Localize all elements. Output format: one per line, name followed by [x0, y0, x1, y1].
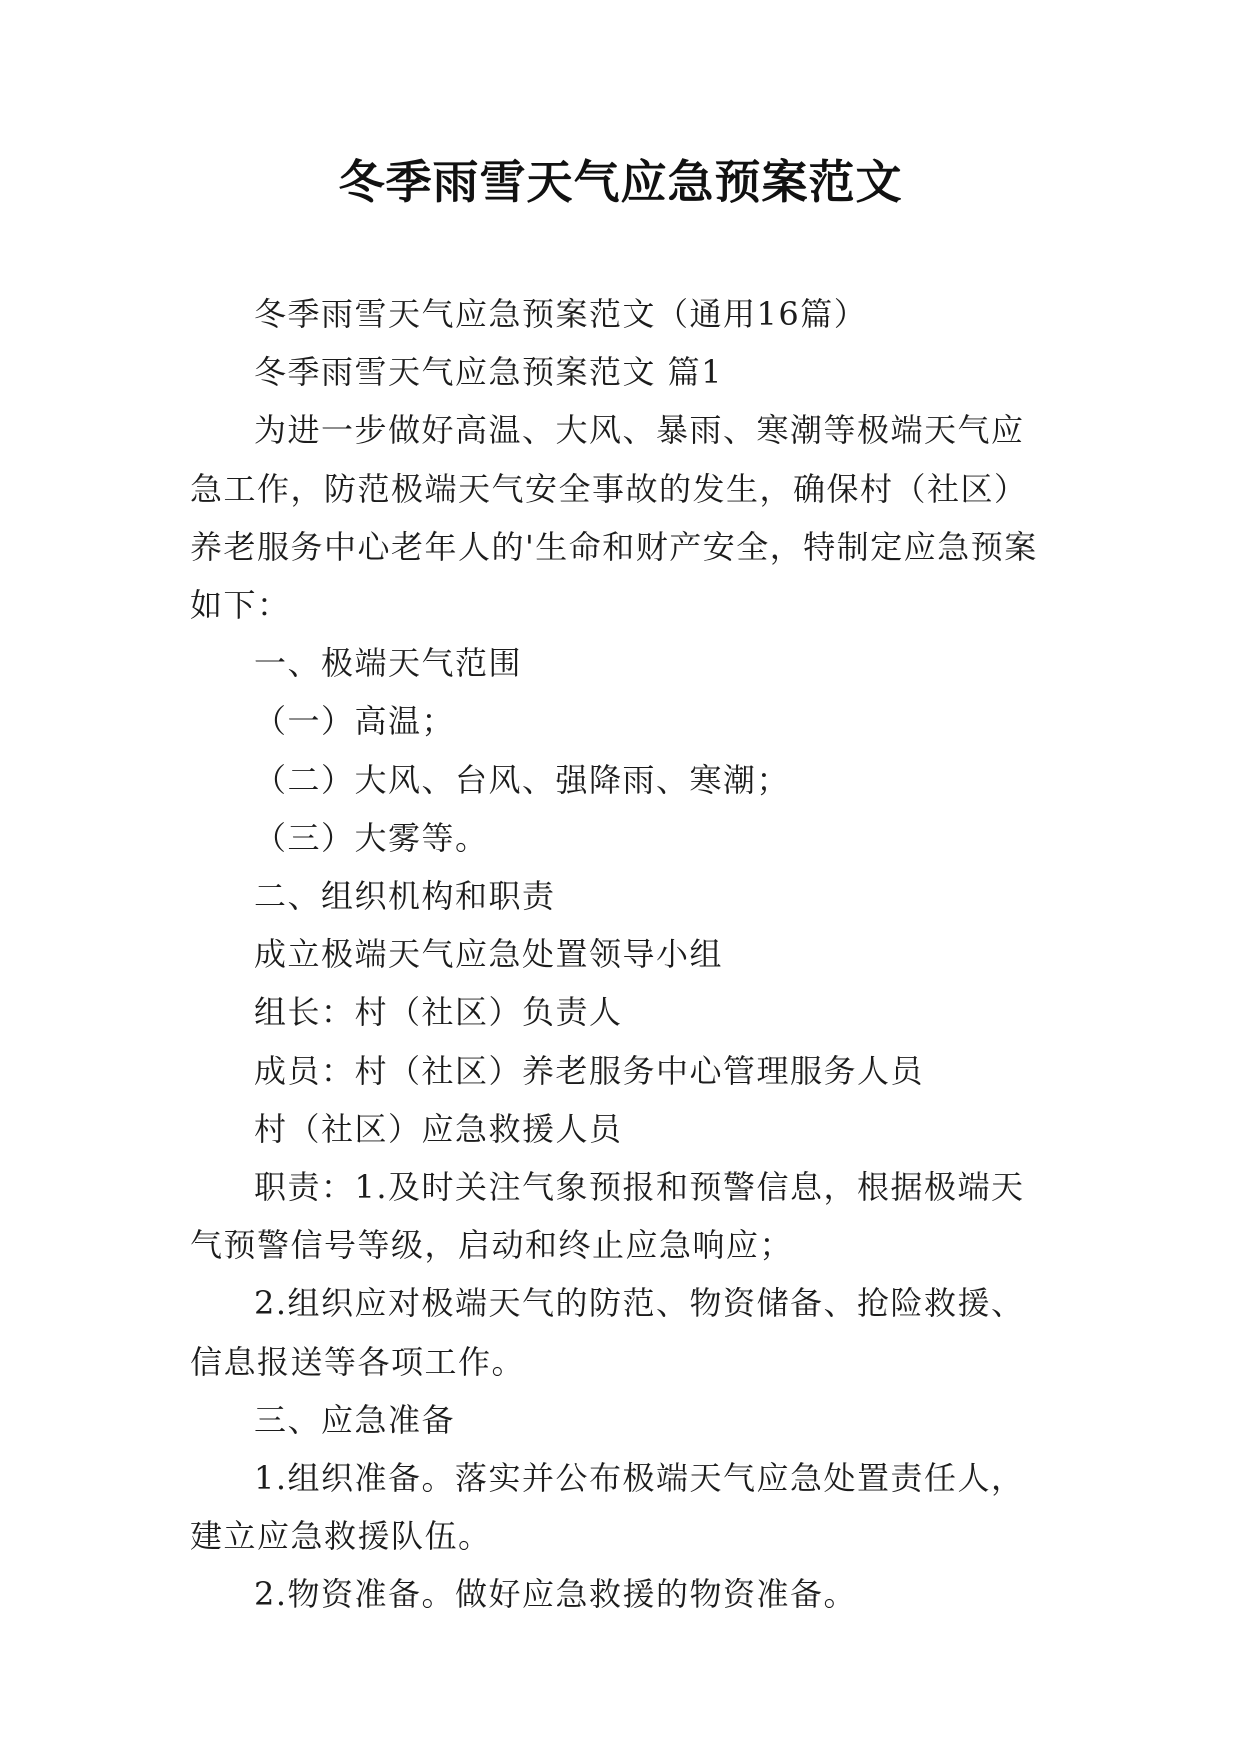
paragraph-intro: 为进一步做好高温、大风、暴雨、寒潮等极端天气应急工作，防范极端天气安全事故的发生，确保村（社区）养老服务中心老年人的'生命和财产安全，特制定应急预案如下：	[190, 411, 1038, 625]
paragraph-heading-3: 三、应急准备	[254, 1400, 456, 1439]
paragraph-line: 组长：村（社区）负责人	[254, 993, 623, 1032]
paragraph-prep-1: 1.组织准备。落实并公布极端天气应急处置责任人，建立应急救援队伍。	[190, 1459, 1025, 1556]
paragraph-item: （三）大雾等。	[254, 818, 489, 857]
paragraph-item: （一）高温；	[254, 702, 456, 741]
paragraph-heading-1: 一、极端天气范围	[254, 644, 523, 683]
paragraph-heading-2: 二、组织机构和职责	[254, 877, 556, 916]
paragraph-line: 成员：村（社区）养老服务中心管理服务人员	[254, 1051, 925, 1090]
paragraph-section-heading: 冬季雨雪天气应急预案范文 篇1	[254, 353, 724, 392]
document-title: 冬季雨雪天气应急预案范文	[338, 155, 903, 209]
document-body	[190, 285, 1052, 1624]
paragraph-line: 成立极端天气应急处置领导小组	[254, 935, 724, 974]
paragraph-subtitle: 冬季雨雪天气应急预案范文（通用16篇）	[254, 295, 868, 333]
paragraph-duties-1: 职责：1.及时关注气象预报和预警信息，根据极端天气预警信号等级，启动和终止应急响应；	[190, 1168, 1025, 1265]
paragraph-item: （二）大风、台风、强降雨、寒潮；	[254, 760, 791, 799]
paragraph-line: 村（社区）应急救援人员	[254, 1109, 623, 1148]
paragraph-duties-2: 2.组织应对极端天气的防范、物资储备、抢险救援、信息报送等各项工作。	[190, 1284, 1025, 1381]
paragraph-prep-2: 2.物资准备。做好应急救援的物资准备。	[254, 1575, 858, 1614]
